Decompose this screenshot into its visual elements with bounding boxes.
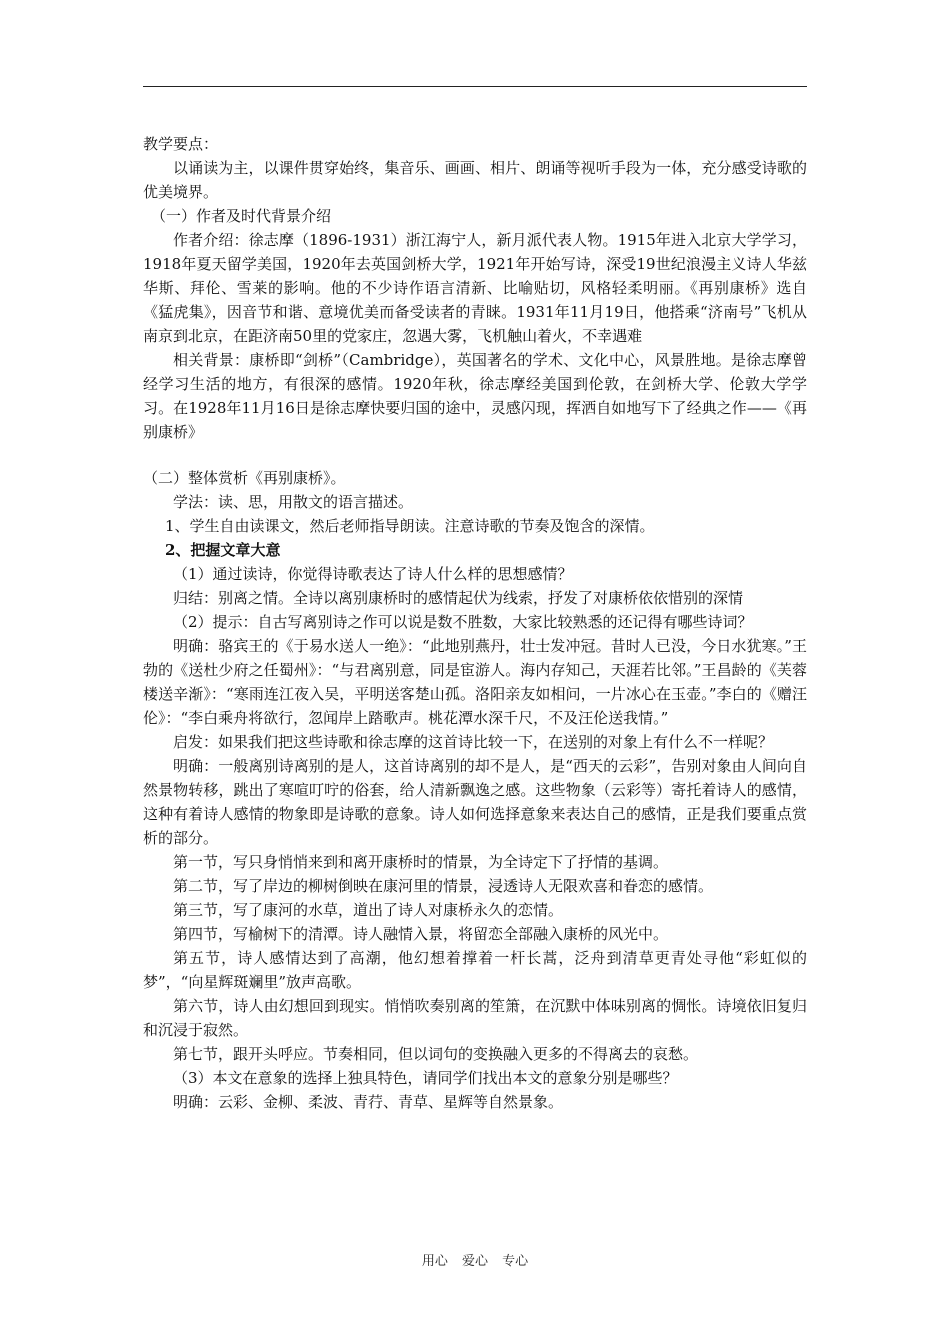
paragraph: （2）提示：自古写离别诗之作可以说是数不胜数，大家比较熟悉的还记得有哪些诗词？: [173, 613, 753, 631]
subsection-heading: 2、把握文章大意: [165, 541, 281, 559]
paragraph: 明确：一般离别诗离别的是人，这首诗离别的却不是人，是“西天的云彩”，告别对象由人间向自然景物转移，跳出了寒喧叮咛的俗套，给人清新飘逸之感。这些物象（云彩等）寄托着诗人的感情，这种有着诗人感情的物象即是诗歌的意象。诗人如何选择意象来表达自己的感情，正是我们要重点赏析的部分。: [143, 757, 807, 847]
paragraph: （3）本文在意象的选择上独具特色，请同学们找出本文的意象分别是哪些？: [173, 1069, 678, 1087]
paragraph: 归结：别离之情。全诗以离别康桥时的感情起伏为线索，抒发了对康桥依依惜别的深情: [173, 589, 744, 607]
paragraph: 明确：骆宾王的《于易水送人一绝》：“此地别燕丹，壮士发冲冠。昔时人已没，今日水犹寒。”王勃的《送杜少府之任蜀州》：“与君离别意，同是宦游人。海内存知己，天涯若比邻。”王昌龄的《芙蓉楼送辛渐》：“寒雨连江夜入吴，平明送客楚山孤。洛阳亲友如相问，一片冰心在玉壶。”李白的《赠汪伦》：“李白乘舟将欲行，忽闻岸上踏歌声。桃花潭水深千尺，不及汪伦送我情。”: [143, 637, 807, 727]
section-heading: （二）整体赏析《再别康桥》。: [143, 469, 346, 487]
paragraph: 启发：如果我们把这些诗歌和徐志摩的这首诗比较一下，在送别的对象上有什么不一样呢？: [173, 733, 774, 751]
paragraph: 学法：读、思，用散文的语言描述。: [173, 493, 414, 511]
paragraph: 第二节，写了岸边的柳树倒映在康河里的情景，浸透诗人无限欢喜和眷恋的感情。: [173, 877, 714, 895]
paragraph: 明确：云彩、金柳、柔波、青荇、青草、星辉等自然景象。: [173, 1093, 564, 1111]
paragraph: 第一节，写只身悄悄来到和离开康桥时的情景，为全诗定下了抒情的基调。: [173, 853, 669, 871]
paragraph: 第六节，诗人由幻想回到现实。悄悄吹奏别离的笙箫，在沉默中体味别离的惆怅。诗境依旧复归和沉浸于寂然。: [143, 997, 807, 1039]
paragraph: 第四节，写榆树下的清潭。诗人融情入景，将留恋全部融入康桥的风光中。: [173, 925, 669, 943]
paragraph: 相关背景：康桥即“剑桥”（Cambridge），英国著名的学术、文化中心，风景胜地。是徐志摩曾经学习生活的地方，有很深的感情。1920年秋，徐志摩经美国到伦敦，在剑桥大学、伦敦大学学习。在1928年11月16日是徐志摩快要归国的途中，灵感闪现，挥洒自如地写下了经典之作——《再别康桥》: [143, 351, 807, 441]
paragraph: 第三节，写了康河的水草，道出了诗人对康桥永久的恋情。: [173, 901, 564, 919]
page-footer: 用心 爱心 专心: [421, 1254, 529, 1269]
paragraph: 1、学生自由读课文，然后老师指导朗读。注意诗歌的节奏及饱含的深情。: [165, 517, 655, 535]
paragraph: 作者介绍：徐志摩（1896-1931）浙江海宁人，新月派代表人物。1915年进入北京大学学习，1918年夏天留学美国，1920年去英国剑桥大学，1921年开始写诗，深受19世纪浪漫主义诗人华兹华斯、拜伦、雪莱的影响。他的不少诗作语言清新、比喻贴切，风格轻柔明丽。《再别康桥》选自《猛虎集》，因音节和谐、意境优美而备受读者的青睐。1931年11月19日，他搭乘“济南号”飞机从南京到北京，在距济南50里的党家庄，忽遇大雾，飞机触山着火，不幸遇难: [143, 231, 807, 345]
paragraph: 第七节，跟开头呼应。节奏相同，但以词句的变换融入更多的不得离去的哀愁。: [173, 1045, 699, 1063]
section-heading: 教学要点：: [143, 135, 219, 153]
document-body: [143, 132, 807, 1114]
section-heading: （一）作者及时代背景介绍: [151, 207, 332, 225]
paragraph: 第五节，诗人感情达到了高潮，他幻想着撑着一杆长蒿，泛舟到清草更青处寻他“彩虹似的梦”，“向星辉斑斓里”放声高歌。: [143, 949, 807, 991]
header-rule: [143, 86, 807, 87]
blank-line: [143, 444, 807, 466]
paragraph: （1）通过读诗，你觉得诗歌表达了诗人什么样的思想感情？: [173, 565, 573, 583]
paragraph: 以诵读为主，以课件贯穿始终，集音乐、画画、相片、朗诵等视听手段为一体，充分感受诗歌的优美境界。: [143, 159, 807, 201]
